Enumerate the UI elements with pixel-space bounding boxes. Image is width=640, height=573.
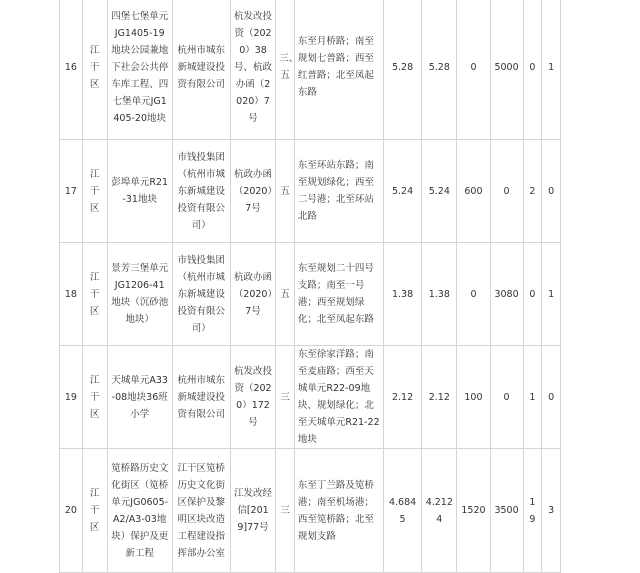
value-2: 3080 xyxy=(490,243,523,346)
construction-unit: 市钱投集团（杭州市城东新城建设投资有限公司） xyxy=(172,243,230,346)
area-1: 1.38 xyxy=(383,243,421,346)
row-number: 19 xyxy=(60,346,83,449)
boundary: 东至规划二十四号支路；南至一号港；西至规划绿化；北至凤起东路 xyxy=(294,243,383,346)
category: 三 xyxy=(276,346,295,449)
approval-document: 杭发改投资（2020）172号 xyxy=(230,346,276,449)
construction-unit: 杭州市城东新城建设投资有限公司 xyxy=(172,346,230,449)
table-row xyxy=(60,243,561,346)
value-3: 2 xyxy=(523,140,542,243)
area-1: 4.6845 xyxy=(383,449,421,573)
row-number: 16 xyxy=(60,0,83,140)
value-2: 5000 xyxy=(490,0,523,140)
district: 江干区 xyxy=(82,0,107,140)
table-row xyxy=(60,449,561,573)
value-3: 1 xyxy=(523,346,542,449)
table-row xyxy=(60,0,561,140)
district: 江干区 xyxy=(82,140,107,243)
boundary: 东至丁兰路及笕桥港；南至机场港；西至笕桥路；北至规划支路 xyxy=(294,449,383,573)
boundary: 东至徐家洋路；南至麦庙路；西至天城单元R22-09地块、规划绿化；北至天城单元R21-22地块 xyxy=(294,346,383,449)
construction-unit: 江干区笕桥历史文化街区保护及黎明区块改造工程建设指挥部办公室 xyxy=(172,449,230,573)
area-1: 2.12 xyxy=(383,346,421,449)
table-row xyxy=(60,346,561,449)
plot-name: 天城单元A33-08地块36班小学 xyxy=(107,346,172,449)
construction-unit: 市钱投集团（杭州市城东新城建设投资有限公司） xyxy=(172,140,230,243)
value-3: 19 xyxy=(523,449,542,573)
category: 五 xyxy=(276,243,295,346)
row-number: 17 xyxy=(60,140,83,243)
plot-name: 景芳三堡单元JG1206-41地块（沉砂池地块） xyxy=(107,243,172,346)
value-3: 0 xyxy=(523,0,542,140)
area-2: 2.12 xyxy=(422,346,457,449)
approval-document: 杭发改投资（2020）38号、杭政办函（2020）7号 xyxy=(230,0,276,140)
approval-document: 杭政办函（2020）7号 xyxy=(230,243,276,346)
area-2: 5.28 xyxy=(422,0,457,140)
value-4: 0 xyxy=(542,346,561,449)
table-row xyxy=(60,140,561,243)
boundary: 东至环站东路；南至规划绿化；西至二号港；北至环站北路 xyxy=(294,140,383,243)
value-1: 600 xyxy=(457,140,490,243)
category: 三 xyxy=(276,449,295,573)
approval-document: 杭政办函（2020）7号 xyxy=(230,140,276,243)
area-2: 5.24 xyxy=(422,140,457,243)
area-2: 4.2124 xyxy=(422,449,457,573)
area-1: 5.24 xyxy=(383,140,421,243)
value-1: 0 xyxy=(457,243,490,346)
district: 江干区 xyxy=(82,346,107,449)
value-4: 3 xyxy=(542,449,561,573)
plot-name: 彭埠单元R21-31地块 xyxy=(107,140,172,243)
boundary: 东至月桥路；南至规划七普路；西至红普路；北至凤起东路 xyxy=(294,0,383,140)
value-1: 1520 xyxy=(457,449,490,573)
approval-document: 江发改经信[2019]77号 xyxy=(230,449,276,573)
value-2: 0 xyxy=(490,140,523,243)
row-number: 18 xyxy=(60,243,83,346)
area-1: 5.28 xyxy=(383,0,421,140)
plot-name: 四堡七堡单元JG1405-19地块公园兼地下社会公共停车库工程、四七堡单元JG1405-20地块 xyxy=(107,0,172,140)
area-2: 1.38 xyxy=(422,243,457,346)
construction-unit: 杭州市城东新城建设投资有限公司 xyxy=(172,0,230,140)
land-plot-table xyxy=(59,0,561,573)
row-number: 20 xyxy=(60,449,83,573)
value-1: 0 xyxy=(457,0,490,140)
value-2: 3500 xyxy=(490,449,523,573)
category: 五 xyxy=(276,140,295,243)
district: 江干区 xyxy=(82,243,107,346)
district: 江干区 xyxy=(82,449,107,573)
value-4: 1 xyxy=(542,243,561,346)
value-4: 1 xyxy=(542,0,561,140)
category: 三、五 xyxy=(276,0,295,140)
plot-name: 笕桥路历史文化街区（笕桥单元JG0605-A2/A3-03地块）保护及更新工程 xyxy=(107,449,172,573)
value-2: 0 xyxy=(490,346,523,449)
value-4: 0 xyxy=(542,140,561,243)
value-1: 100 xyxy=(457,346,490,449)
value-3: 0 xyxy=(523,243,542,346)
